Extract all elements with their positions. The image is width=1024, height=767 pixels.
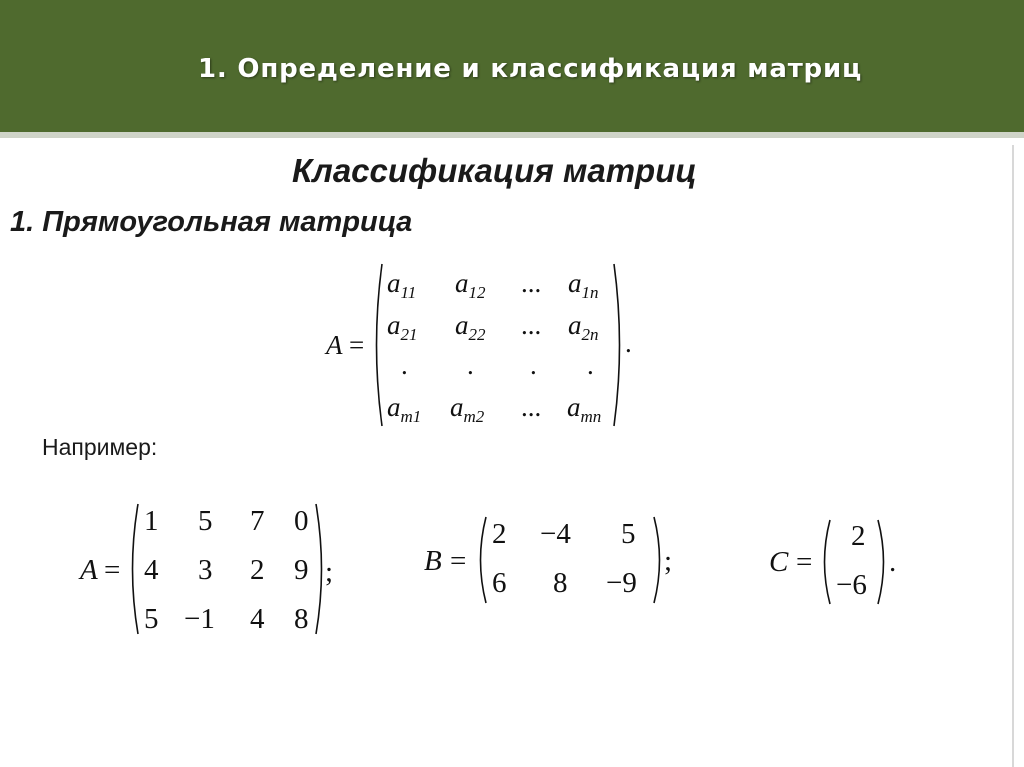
matrix-cell: ... — [521, 268, 542, 298]
matrix-cell: $a_{m1}$ — [387, 392, 422, 426]
matrix-cell: ... — [521, 310, 542, 340]
matrix-a-name: A — [80, 554, 98, 586]
right-paren — [876, 518, 890, 606]
matrix-b-eq: = — [450, 545, 467, 577]
matrix-cell: $a_{21}$ — [387, 310, 418, 344]
matrix-cell: 8 — [294, 603, 309, 635]
matrix-cell: 5 — [144, 603, 159, 635]
matrix-cell: 6 — [492, 567, 507, 599]
matrix-cell: $a_{22}$ — [455, 310, 486, 344]
matrix-cell: 4 — [144, 554, 159, 586]
matrix-cell: 7 — [250, 505, 265, 537]
matrix-cell: −6 — [836, 569, 867, 601]
right-divider — [1012, 145, 1014, 767]
matrix-cell: −9 — [606, 567, 637, 599]
matrix-cell: 2 — [492, 518, 507, 550]
matrix-cell: 0 — [294, 505, 309, 537]
matrix-cell: $a_{2n}$ — [568, 310, 599, 344]
matrix-cell: 4 — [250, 603, 265, 635]
matrix-c-terminator: . — [889, 546, 897, 578]
matrix-cell: ... — [521, 392, 542, 422]
matrix-cell: $a_{1n}$ — [568, 268, 599, 302]
matrix-b-terminator: ; — [664, 545, 673, 577]
matrix-cell: 3 — [198, 554, 213, 586]
matrix-cell: . — [401, 350, 408, 380]
matrix-cell: $a_{m2}$ — [450, 392, 485, 426]
left-paren — [818, 518, 832, 606]
section-title: Классификация матриц — [292, 152, 697, 189]
matrix-c-name: C — [769, 546, 789, 578]
matrix-a-terminator: ; — [325, 556, 334, 588]
header-bar — [0, 0, 1024, 138]
general-matrix-name: A — [326, 330, 343, 360]
matrix-cell: −1 — [184, 603, 215, 635]
matrix-cell: . — [587, 350, 594, 380]
matrix-a-eq: = — [104, 554, 121, 586]
matrix-c-eq: = — [796, 546, 813, 578]
matrix-cell: 8 — [553, 567, 568, 599]
matrix-cell: 9 — [294, 554, 309, 586]
left-paren — [126, 502, 140, 636]
right-paren — [612, 262, 626, 428]
slide-title: 1. Определение и классификация матриц — [198, 54, 863, 84]
matrix-cell: . — [467, 350, 474, 380]
subsection-title: 1. Прямоугольная матрица — [10, 206, 413, 238]
matrix-cell: 1 — [144, 505, 159, 537]
example-label: Например: — [42, 434, 158, 460]
matrix-cell: 5 — [621, 518, 636, 550]
matrix-cell: 2 — [851, 520, 866, 552]
matrix-cell: $a_{mn}$ — [567, 392, 602, 426]
matrix-cell: . — [530, 350, 537, 380]
general-matrix-eq: = — [349, 330, 365, 360]
matrix-cell: $a_{12}$ — [455, 268, 486, 302]
matrix-b-name: B — [424, 545, 442, 577]
matrix-cell: −4 — [540, 518, 571, 550]
matrix-cell: $a_{11}$ — [387, 268, 417, 302]
matrix-cell: 5 — [198, 505, 213, 537]
matrix-cell: 2 — [250, 554, 265, 586]
left-paren — [370, 262, 384, 428]
left-paren — [474, 515, 488, 605]
general-matrix-terminator: . — [625, 328, 632, 358]
